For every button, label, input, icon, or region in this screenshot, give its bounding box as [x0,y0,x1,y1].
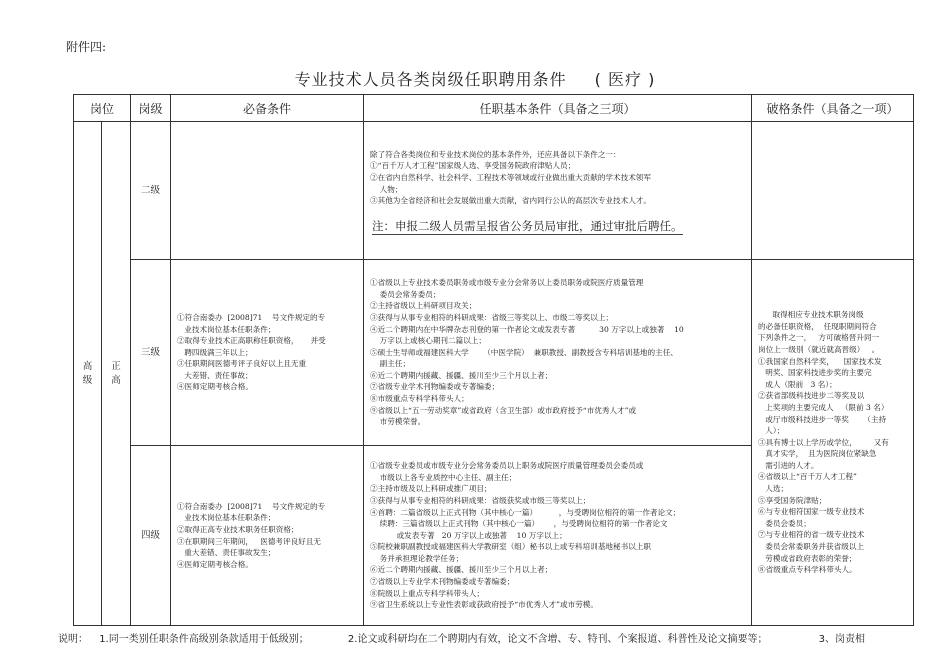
condition-line: 务并承担理论教学任务； [370,553,464,563]
condition-line: ⑧院级以上重点专科学科带头人； [370,588,484,598]
basic-cell [364,260,752,446]
grade-cell: 二级 [131,122,171,260]
condition-line: ③获得与从事专业相符的科研成果：省级获奖或市级三等奖以上； [370,495,591,505]
condition-line: ②在省内自然科学、社会科学、工程技术等领域或行业做出重大贡献的学术技术领军 [370,172,651,182]
condition-line: 成人（限前 3 名）； [758,379,837,389]
condition-line: 下列条件之一， 方可破格晋升同一 [758,333,880,343]
condition-line: 委员会常委职务并获省级以上 [758,542,864,552]
condition-line: ③在职期间三年期间， 医德考评良好且无 [177,536,321,546]
condition-line: ③任职期间医德考评子良好以上且无重 [177,359,307,369]
condition-line: ②取得专业技术正高职称任职资格， 并受 [177,336,326,346]
condition-line: ④省级以上“百千万人才工程” [758,472,857,482]
condition-line: ⑥近二个聘期内援藏、援疆、援川至少三个月以上者； [370,565,553,575]
header-row [74,95,914,122]
approval-note [370,218,745,233]
condition-line: 业技术岗位基本任职条件； [177,324,276,334]
condition-line: ⑧市级重点专科学科带头人； [370,394,469,404]
footer-notes [58,630,865,645]
condition-line: 聘四级满三年以上； [177,347,253,357]
page-title [0,67,950,90]
condition-line: ①省级专业委员或市级专业分会常务委员以上职务或院医疗质量管理委员会委员或 [370,461,644,471]
condition-line: 的必备任职资格， 任现职期间符合 [758,321,877,331]
breakthrough-empty-cell [752,122,914,260]
basic-cell [364,122,752,260]
table-row-grade2 [74,122,914,260]
condition-line: ⑦省级专业学术刊物编委或专著编委； [370,382,500,392]
post-level-cell [74,122,102,626]
condition-line: ②主持市级及以上科研或推广项目； [370,484,492,494]
condition-line: 重大差错、责任事故发生； [177,548,276,558]
condition-line: ②主持省级以上科研项目攻关； [370,301,477,311]
condition-line: ④医师定期考核合格。 [177,559,253,569]
condition-line: 或厅市级科技进步一等奖 （主持 [758,414,887,424]
condition-line: ③具有博士以上学历或学位， 又有 [758,437,889,447]
condition-line: ③获得与从事专业相符的科研成果：省级三等奖以上、市级二等奖以上； [370,312,614,322]
condition-line: ④医师定期考核合格。 [177,382,253,392]
condition-line: 需引进的人才。 [758,460,819,470]
condition-line: ⑥近二个聘期内援藏、援疆、援川至少三个月以上者； [370,370,553,380]
condition-line: 副主任； [370,359,411,369]
condition-line: ②取得正高专业技术职务任职资格； [177,524,299,534]
header-breakthrough: 破格条件（具备之一项） [752,95,914,122]
grade-cell: 三级 [131,260,171,446]
condition-line: ⑧省级重点专科学科带头人。 [758,565,857,575]
header-post: 岗位 [74,95,131,122]
title-text: 专业技术人员各类岗级任职聘用条件 [294,70,567,89]
condition-line: ④首聘：二篇省级以上正式刊物（其中核心一篇） ，与受聘岗位相符的第一作者论文； [370,507,681,517]
grade-cell: 四级 [131,446,171,626]
condition-line: ⑦省级以上专业学术刊物编委或专著编委； [370,577,515,587]
required-cell [171,446,364,626]
condition-line: ①符合南委办 [2008]71 号文件规定的专 [177,312,326,322]
header-required: 必备条件 [171,95,364,122]
table-row-grade3 [74,260,914,446]
condition-line: 业技术岗位基本任职条件； [177,513,276,523]
post-type-cell [102,122,131,626]
condition-line: ①“百千万人才工程”国家级人选、享受国务院政府津贴人员； [370,161,576,171]
condition-line: 人）； [758,426,785,436]
condition-line: 人物； [370,184,403,194]
condition-line: 或发表专著 20 万字以上或独著 10 万字以上； [370,530,567,540]
condition-line: ②获省部级科技进步二等奖及以 [758,391,865,401]
header-basic: 任职基本条件（具备之三项） [364,95,752,122]
condition-line: 取得相应专业技术职务岗级 [758,310,864,320]
required-cell [171,122,364,260]
header-grade: 岗级 [131,95,171,122]
condition-line: 岗位上一级別（就近就高晋级） 。 [758,344,880,354]
approval-note-text: 注：申报二级人员需呈报省公务员局审批，通过审批后聘任。 [372,218,683,233]
condition-line: 真才实学， 且为医院岗位紧缺急 [758,449,877,459]
condition-line: ⑦与专业相符的省一级专业技术 [758,530,865,540]
condition-line: ①符合南委办 [2008]71 号文件规定的专 [177,501,326,511]
basic-list [370,149,745,207]
title-tag: ( 医疗 ) [594,70,656,89]
condition-line: ⑨省卫生系统以上专业性表彰或获政府授予“市优秀人才”或市劳模。 [370,600,598,610]
condition-line: ④近二个聘期内在中华牌杂志刊登的第一作者论文或发表专著 30 万字以上或独著 10 [370,324,684,334]
condition-line: 市劳模荣誉。 [370,417,426,427]
conditions-table [73,94,914,626]
footer-item-1: 1.同一类别任职条件高级别条款适用于低级别； [99,634,309,645]
footer-item-2: 2.论文或科研均在二个聘期内有效，论文不含增、专、特刊、个案报道、科普性及论文摘要等； [347,634,768,645]
basic-cell [364,446,752,626]
condition-line: 大差错、责任事故； [177,370,253,380]
condition-line: ⑤享受国务院津贴； [758,495,827,505]
condition-line: ⑨省级以上“五一劳动奖章”或省政府（含卫生部）或市政府授予“市优秀人才”或 [370,405,637,415]
condition-line: 人选； [758,484,789,494]
condition-line: 除了符合各类岗位和专业技术岗位的基本条件外，还应具备以下条件之一： [370,149,621,159]
condition-line: ⑥与专业相符国家一级专业技术 [758,507,865,517]
condition-line: ⑤硕士生导师或福建医科大学 （中医学院） 兼职教授、副教授含专科培训基地的主任、 [370,347,678,357]
breakthrough-cell [752,260,914,626]
condition-line: 委员会委员； [758,518,811,528]
condition-line: ③其他为全省经济和社会发展做出重大贡献，省内同行公认的高层次专业技术人才。 [370,196,651,206]
condition-line: ①省级以上专业技术委员职务或市级专业分会常务以上委员职务或院医疗质量管理 [370,278,644,288]
condition-line: ①我国家自然科学奖， 国家技术发 [758,356,882,366]
condition-line: 明奖、国家科技进步奖的主要完 [758,368,872,378]
footer-label: 说明： [58,634,88,645]
post-type: 正高 [111,360,121,386]
footer-item-3: 3、岗责相 [818,634,866,645]
condition-line: 劳模或省政府表彰的荣誉； [758,553,857,563]
condition-line: 市级以上各专业质控中心主任、副主任； [370,472,517,482]
condition-line: 委员会常务委员； [370,289,441,299]
required-cell [171,260,364,446]
condition-line: 续聘：三篇省级以上正式刊物（其中核心一篇） ，与受聘岗位相符的第一作者论文 [370,519,668,529]
post-level: 高级 [82,360,93,386]
condition-line: 万字以上或核心期刊二篇以上； [370,336,486,346]
condition-line: ⑤院校兼职副教授或福建医科大学教研室（组）秘书以上或专科培训基地秘书以上职 [370,542,651,552]
condition-line: 上奖项的主要完成人 （限前 3 名） [758,402,889,412]
annex-label: 附件四: [66,40,107,54]
